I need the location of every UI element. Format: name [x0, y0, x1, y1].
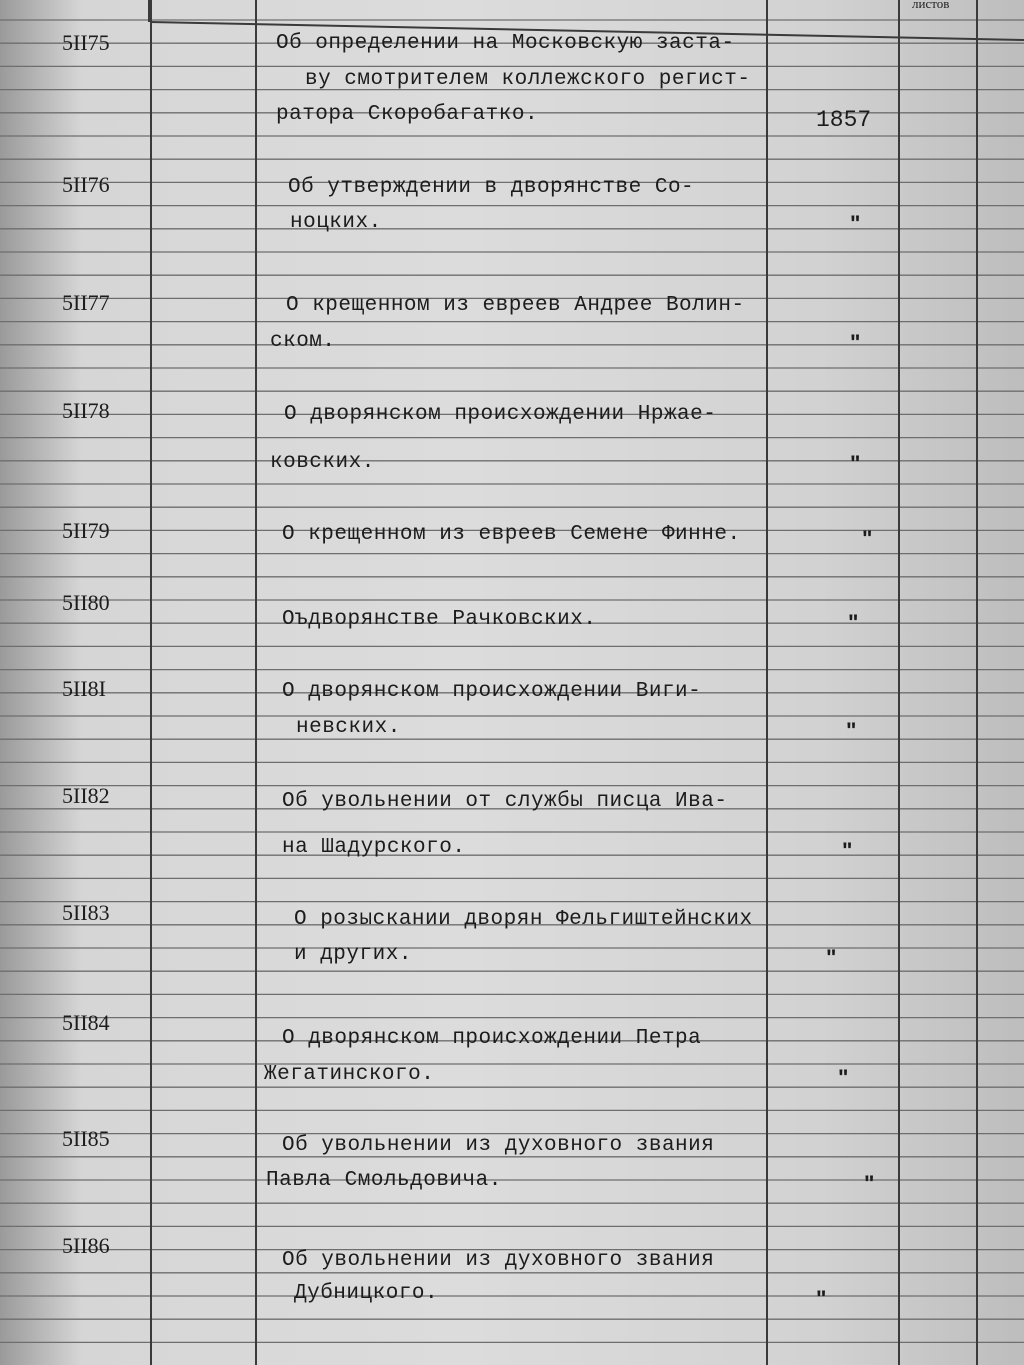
record-number: 5II75 — [62, 30, 110, 55]
record-title-line: и других. — [294, 943, 412, 966]
column-divider-notes — [976, 0, 978, 1365]
record-title-line: Об утверждении в дворянстве Со- — [288, 176, 695, 199]
record-number: 5II84 — [62, 1010, 110, 1035]
record-number: 5II79 — [62, 518, 110, 543]
ditto-mark: " — [850, 451, 861, 476]
record-number: 5II82 — [62, 783, 110, 808]
record-title-line: Дубницкого. — [294, 1282, 439, 1305]
record-title-line: О крещенном из евреев Семене Финне. — [282, 523, 741, 546]
record-title-line: О дворянском происхождении Петра — [282, 1027, 702, 1050]
column-header-sheets: листов — [912, 0, 950, 11]
record-title-line: О розыскании дворян Фельгиштейнских — [294, 908, 753, 931]
record-year: 1857 — [816, 107, 872, 133]
record-number: 5II77 — [62, 290, 110, 315]
record-title-line: О дворянском происхождении Виги- — [282, 680, 702, 703]
record-title-line: ноцких. — [290, 211, 382, 234]
record-title-line: О крещенном из евреев Андрее Волин- — [286, 294, 745, 317]
ditto-mark: " — [816, 1286, 827, 1311]
ditto-mark: " — [838, 1065, 849, 1090]
record-title-line: ву смотрителем коллежского регист- — [305, 68, 751, 91]
record-number: 5II76 — [62, 172, 110, 197]
record-title-line: невских. — [296, 716, 401, 739]
record-number: 5II78 — [62, 398, 110, 423]
column-divider-dates — [766, 0, 768, 1365]
record-number: 5II83 — [62, 900, 110, 925]
ditto-mark: " — [850, 211, 861, 236]
record-title-line: Жегатинского. — [264, 1063, 435, 1086]
header-divider-left — [148, 0, 150, 22]
record-title-line: Об увольнении от службы писца Ива- — [282, 790, 728, 813]
ditto-mark: " — [826, 945, 837, 970]
record-title-line: Об увольнении из духовного звания — [282, 1249, 715, 1272]
record-number: 5II86 — [62, 1233, 110, 1258]
ditto-mark: " — [842, 838, 853, 863]
record-number: 5II85 — [62, 1126, 110, 1151]
record-title-line: Оъдворянстве Рачковских. — [282, 608, 597, 631]
record-title-line: Об увольнении из духовного звания — [282, 1134, 715, 1157]
column-divider-title — [255, 0, 257, 1365]
record-title-line: ском. — [270, 330, 336, 353]
record-title-line: ратора Скоробагатко. — [276, 103, 539, 126]
record-number: 5II80 — [62, 590, 110, 615]
record-title-line: ковских. — [270, 451, 375, 474]
record-title-line: О дворянском происхождении Нржае- — [284, 403, 717, 426]
record-number: 5II8I — [62, 676, 106, 701]
column-divider-sheets — [898, 0, 900, 1365]
ditto-mark: " — [850, 330, 861, 355]
ditto-mark: " — [862, 526, 873, 551]
record-title-line: Об определении на Московскую заста- — [276, 32, 735, 55]
column-divider-number — [150, 0, 152, 1365]
ditto-mark: " — [848, 610, 859, 635]
ditto-mark: " — [864, 1171, 875, 1196]
ditto-mark: " — [846, 718, 857, 743]
record-title-line: Павла Смольдовича. — [266, 1169, 502, 1192]
record-title-line: на Шадурского. — [282, 836, 466, 859]
